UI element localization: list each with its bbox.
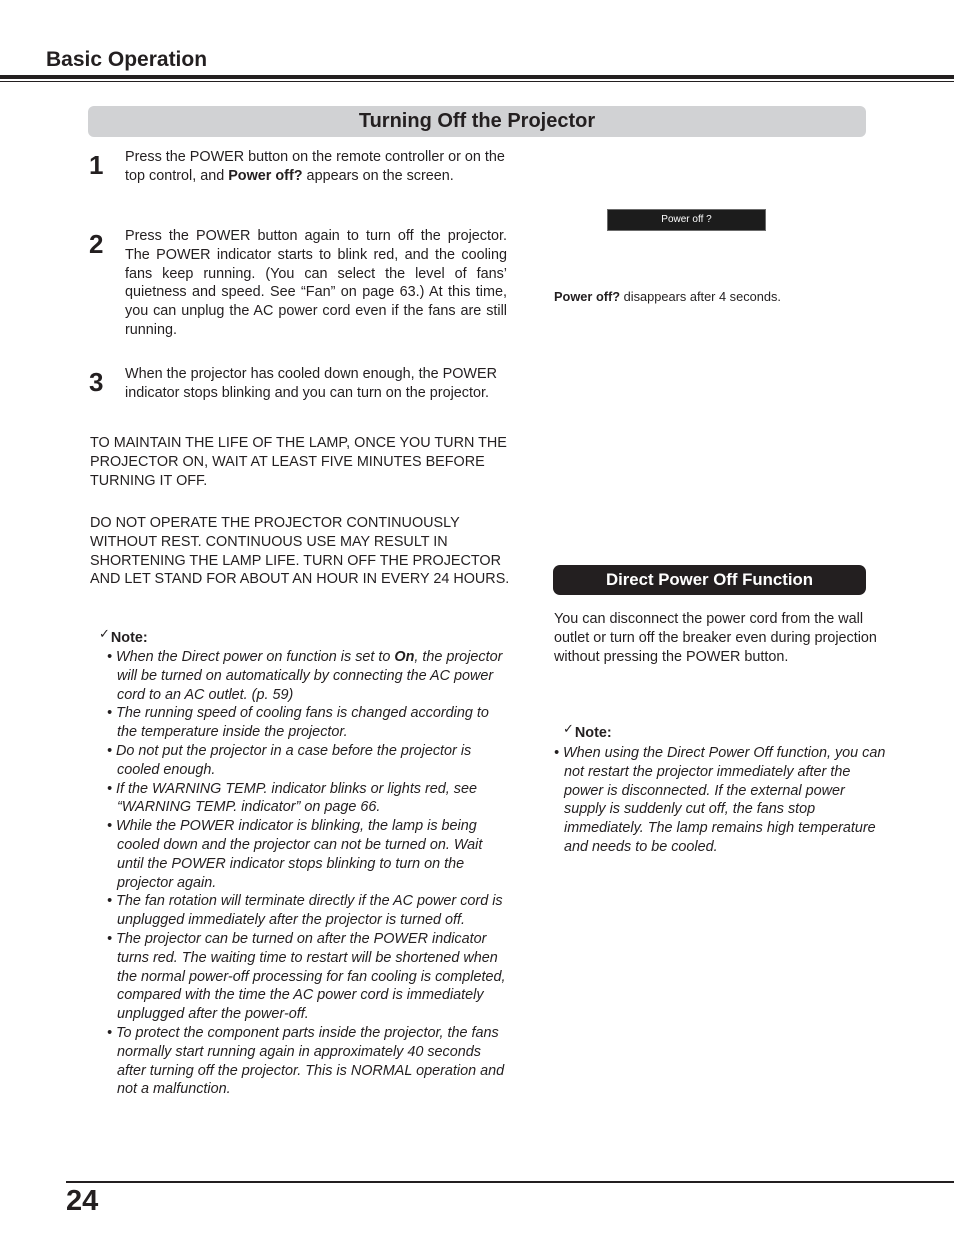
note-item: • The fan rotation will terminate directly if the AC power cord is unplugged immediately after the projector is turned off.: [107, 893, 503, 929]
direct-power-off-text: You can disconnect the power cord from the wall outlet or turn off the breaker even during projection without pressing the POWER button.: [554, 611, 877, 665]
step-2-number: 2: [89, 229, 104, 259]
note-list: [107, 648, 509, 1099]
power-off-osd: Power off ?: [607, 209, 766, 231]
direct-power-off-heading: Direct Power Off Function: [553, 565, 866, 595]
power-off-term: Power off?: [228, 167, 303, 184]
note-item: • When using the Direct Power Off function, you can not restart the projector immediately after the power is disconnected. If the external power supply is suddenly cut off, the fans stop immediately. The lamp remains high temperature and needs to be cooled.: [554, 745, 886, 855]
check-icon: ✓: [99, 626, 110, 641]
note-list-right: [554, 744, 888, 857]
note-item: • When the Direct power on function is set to On, the projector will be turned on automatically by connecting the AC power cord to an AC outlet. (p. 59): [107, 649, 503, 703]
header-rule: [0, 75, 954, 79]
note-item: • If the WARNING TEMP. indicator blinks or lights red, see “WARNING TEMP. indicator” on page 66.: [107, 780, 478, 816]
note-item: • To protect the component parts inside the projector, the fans normally start running again in approximately 40 seconds after turning off the projector. This is NORMAL operation and not a malfunction.: [107, 1024, 505, 1098]
osd-caption: Power off? disappears after 4 seconds.: [554, 289, 781, 304]
caution-continuous-use: DO NOT OPERATE THE PROJECTOR CONTINUOUSLY WITHOUT REST. CONTINUOUS USE MAY RESULT IN SHORTENING THE LAMP LIFE. TURN OFF THE PROJECTOR AND LET STAND FOR ABOUT AN HOUR IN EVERY 24 HOURS.: [90, 515, 510, 588]
step-2-text: Press the POWER button again to turn off the projector. The POWER indicator starts to blink red, and the cooling fans keep running. (You can select the level of fans’ quietness and speed. See “Fan” on page 63.) At this time, you can unplug the AC power cord even if the fans are still running.: [125, 228, 507, 338]
note-item: • The running speed of cooling fans is changed according to the temperature inside the projector.: [107, 705, 489, 741]
note-heading: ✓Note:: [99, 626, 148, 646]
note-item: • The projector can be turned on after the POWER indicator turns red. The waiting time to restart will be shortened when the normal power-off processing for fan cooling is completed, compared with the time the AC power cord is immediately unplugged after the power-off.: [107, 930, 506, 1023]
step-1-text: Press the POWER button on the remote controller or on the top control, and Power off? appears on the screen.: [125, 149, 505, 184]
footer-rule: [66, 1181, 954, 1183]
header-rule-thin: [0, 81, 954, 82]
step-1-number: 1: [89, 150, 104, 180]
step-3-number: 3: [89, 367, 104, 397]
note-item: • While the POWER indicator is blinking, the lamp is being cooled down and the projector can not be turned on. Wait until the POWER indicator stops blinking to turn on the projector again.: [107, 818, 483, 891]
section-title: Basic Operation: [46, 48, 208, 71]
note-item: • Do not put the projector in a case before the projector is cooled enough.: [107, 742, 472, 778]
check-icon: ✓: [563, 721, 574, 736]
caution-lamp-life: TO MAINTAIN THE LIFE OF THE LAMP, ONCE YOU TURN THE PROJECTOR ON, WAIT AT LEAST FIVE MINUTES BEFORE TURNING IT OFF.: [90, 435, 507, 489]
note-heading-right: ✓Note:: [563, 721, 612, 741]
step-3-text: When the projector has cooled down enough, the POWER indicator stops blinking and you can turn on the projector.: [125, 366, 497, 401]
page-title: Turning Off the Projector: [88, 106, 866, 137]
page-number: 24: [66, 1185, 99, 1217]
